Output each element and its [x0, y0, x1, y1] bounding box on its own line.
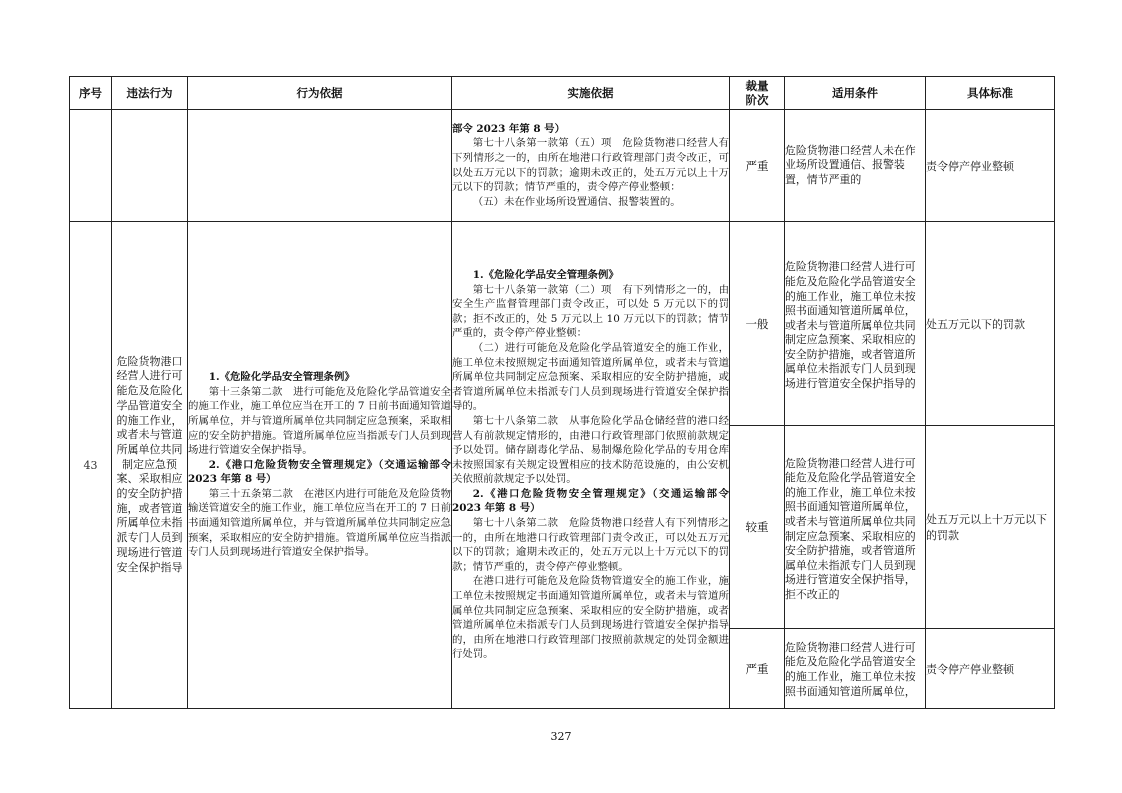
row-43-condition-2 [785, 426, 926, 629]
header-condition: 适用条件 [785, 77, 926, 110]
row-prev-basis [188, 110, 452, 222]
impl-clause: 第七十八条第一款第（五）项 危险货物港口经营人有下列情形之一的，由所在地港口行政管理部门责令改正，可以处五万元以下的罚款；逾期未改正的，处五万元以上十万元以下的罚款；情节严重的，责令停产停业整顿： [452, 137, 729, 194]
basis-heading-1: 1.《危险化学品安全管理条例》 [208, 371, 355, 384]
basis-heading-2: 2.《港口危险货物安全管理规定》（交通运输部令 2023 年第 8 号） [188, 458, 451, 486]
row-43-basis [188, 222, 452, 709]
basis-clause-2: 第三十五条第二款 在港区内进行可能危及危险货物输送管道安全的施工作业，施工单位应当在开工的 7 日前书面通知管道所属单位，并与管道所属单位共同制定应急预案，采取相应的安全防护措施。管道所属单位应当指派专门人员到现场进行管道安全保护指导。 [188, 487, 451, 559]
impl-clause-2: 第七十八条第二款 从事危险化学品仓储经营的港口经营人有前款规定情形的，由港口行政管理部门依照前款规定予以处罚。储存剧毒化学品、易制爆危险化学品的专用仓库未按照国家有关规定设置相应的技术防范设施的，由公安机关依照前款规定予以处罚。 [452, 414, 729, 486]
row-43-condition-3 [785, 629, 926, 709]
row-43-level-3: 严重 [730, 629, 785, 709]
row-43-standard-2: 处五万元以上十万元以下的罚款 [926, 426, 1055, 629]
row-prev-level: 严重 [730, 110, 785, 222]
row-prev-implementation [452, 110, 730, 222]
header-level: 裁量 阶次 [730, 77, 785, 110]
row-43-implementation [452, 222, 730, 709]
header-standard: 具体标准 [926, 77, 1055, 110]
row-43-violation: 危险货物港口经营人进行可能危及危险化学品管道安全的施工作业，或者未与管道所属单位共同制定应急预案、采取相应的安全防护措施，或者管道所属单位未指派专门人员到现场进行管道安全保护指导 [112, 222, 188, 709]
impl-clause-3: 第七十八条第二款 危险货物港口经营人有下列情形之一的，由所在地港口行政管理部门责令改正，可以处五万元以下的罚款；逾期未改正的，处五万元以上十万元以下的罚款；情节严重的，责令停产停业整顿。 [452, 517, 729, 573]
table-row-continued [70, 110, 1055, 222]
row-43-standard-1: 处五万元以下的罚款 [926, 222, 1055, 426]
header-violation: 违法行为 [112, 77, 188, 110]
impl-heading-1: 1.《危险化学品安全管理条例》 [472, 268, 619, 281]
row-prev-no [70, 110, 112, 222]
header-implementation: 实施依据 [452, 77, 730, 110]
row-43-condition-1 [785, 222, 926, 426]
condition-text: 危险货物港口经营人进行可能危及危险化学品管道安全的施工作业，施工单位未按照书面通知管道所属单位， [785, 640, 916, 698]
header-basis: 行为依据 [188, 77, 452, 110]
impl-item-2: （二）进行可能危及危险化学品管道安全的施工作业，施工单位未按照规定书面通知管道所属单位，或者未与管道所属单位共同制定应急预案、采取相应的安全防护措施，或者管道所属单位未指派专门人员到现场进行管道安全保护指导的。 [452, 341, 729, 413]
header-no: 序号 [70, 77, 112, 110]
row-43-level-1: 一般 [730, 222, 785, 426]
header-row [70, 77, 1055, 110]
impl-item: （五）未在作业场所设置通信、报警装置的。 [472, 195, 681, 208]
row-43-no: 43 [70, 222, 112, 709]
row-prev-violation [112, 110, 188, 222]
row-43-standard-3: 责令停产停业整顿 [926, 629, 1055, 709]
table-row [70, 222, 1055, 426]
impl-clause-4: 在港口进行可能危及危险货物管道安全的施工作业，施工单位未按照规定书面通知管道所属单位，或者未与管道所属单位共同制定应急预案、采取相应的安全防护措施，或者管道所属单位未指派专门人员到现场进行管道安全保护指导的，由所在地港口行政管理部门按照前款规定的处罚金额进行处罚。 [452, 575, 729, 661]
condition-text: 危险货物港口经营人未在作业场所设置通信、报警装置，情节严重的 [785, 143, 916, 186]
basis-clause-1: 第十三条第二款 进行可能危及危险化学品管道安全的施工作业，施工单位应当在开工的 7 日前书面通知管道所属单位，并与管道所属单位共同制定应急预案，采取相应的安全防护措施。管道所属单位应当指派专门人员到现场进行管道安全保护指导。 [188, 385, 451, 457]
page-number: 327 [550, 730, 572, 743]
penalty-discretion-table [69, 76, 1055, 709]
row-43-level-2: 较重 [730, 426, 785, 629]
condition-text: 危险货物港口经营人进行可能危及危险化学品管道安全的施工作业，施工单位未按照书面通知管道所属单位，或者未与管道所属单位共同制定应急预案、采取相应的安全防护措施，或者管道所属单位未指派专门人员到现场进行管道安全保护指导的 [785, 260, 916, 391]
impl-heading-2: 2.《港口危险货物安全管理规定》（交通运输部令 2023 年第 8 号） [452, 487, 729, 515]
row-prev-standard: 责令停产停业整顿 [926, 110, 1055, 222]
impl-clause-1: 第七十八条第一款第（二）项 有下列情形之一的，由安全生产监督管理部门责令改正，可以处 5 万元以下的罚款；拒不改正的，处 5 万元以上 10 万元以下的罚款；情节严重的，责令停产停业整顿： [452, 283, 729, 340]
condition-text: 危险货物港口经营人进行可能危及危险化学品管道安全的施工作业，施工单位未按照书面通知管道所属单位，或者未与管道所属单位共同制定应急预案、采取相应的安全防护措施，或者管道所属单位未指派专门人员到现场进行管道安全保护指导，拒不改正的 [785, 456, 916, 601]
row-prev-condition [785, 110, 926, 222]
impl-heading: 部令 2023 年第 8 号） [452, 122, 565, 135]
